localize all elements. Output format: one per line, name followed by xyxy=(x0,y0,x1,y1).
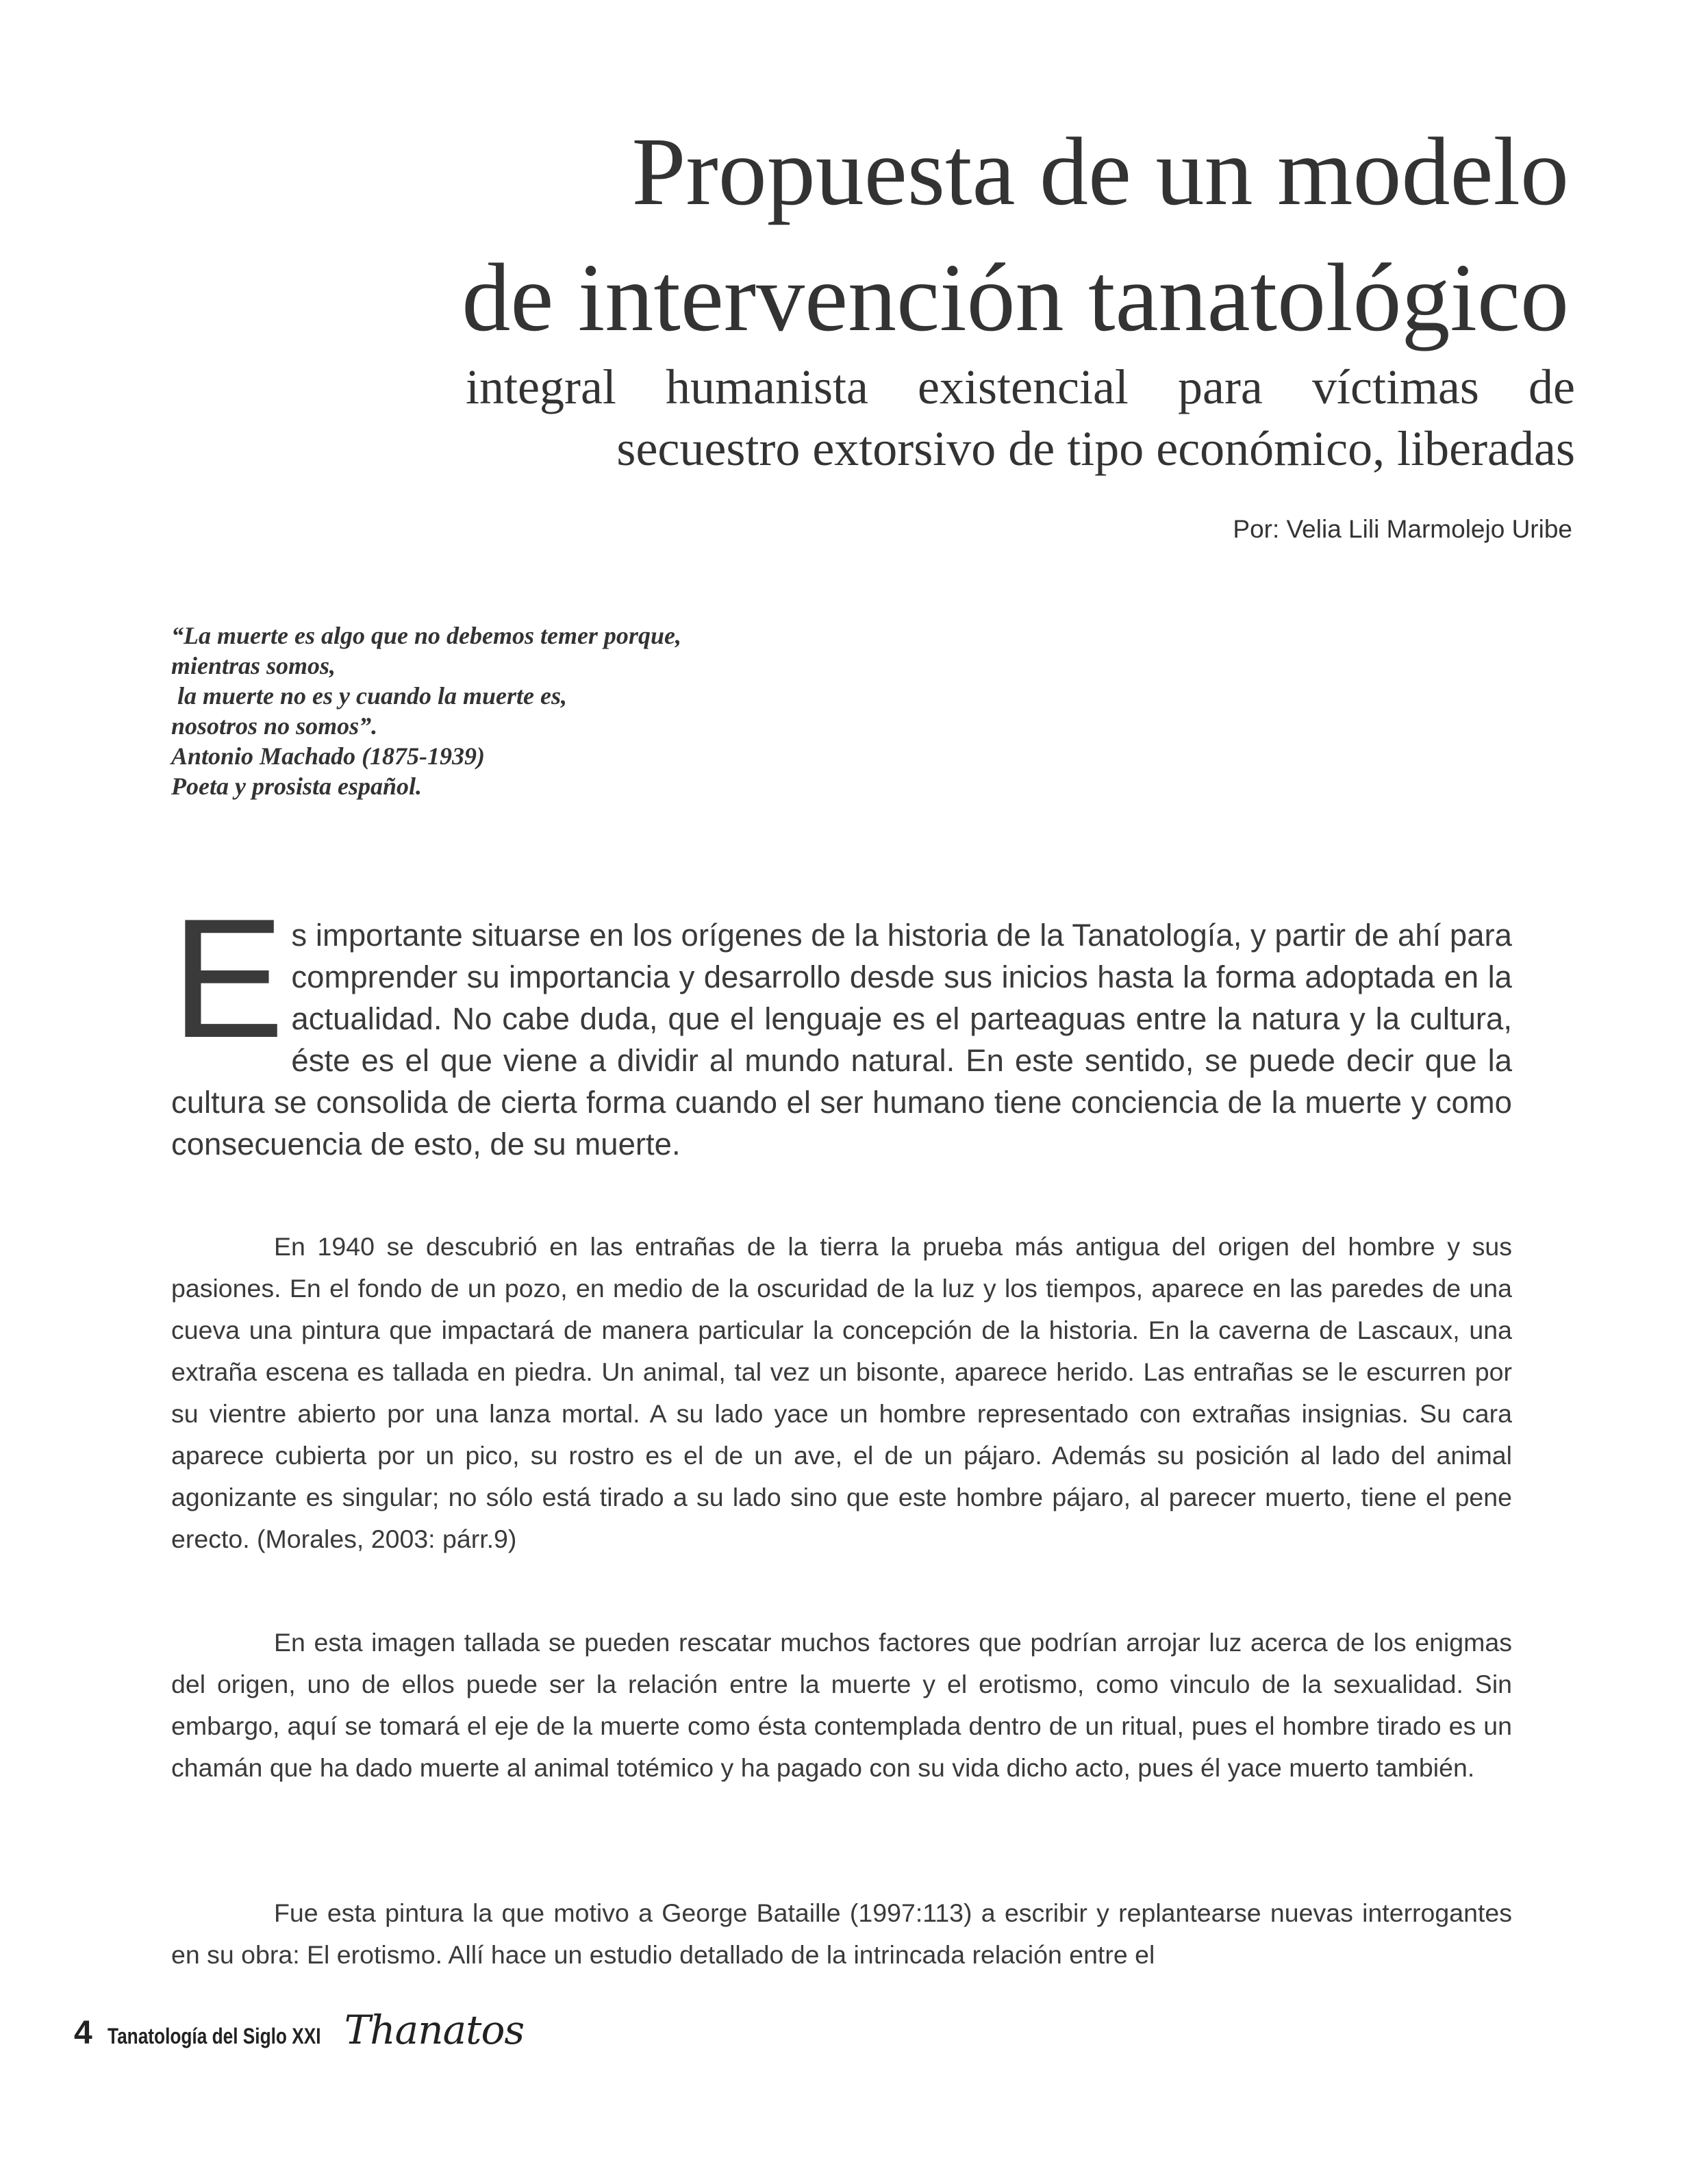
body-paragraph-3: Fue esta pintura la que motivo a George Bataille (1997:113) a escribir y replantearse nuevas interrogantes en su obra: El erotismo. Allí hace un estudio detallado de la intrincada relación entre el xyxy=(171,1898,1512,1969)
article-title-line-2: de intervención tanatológico xyxy=(462,243,1569,351)
magazine-name: Tanatología del Siglo XXI xyxy=(107,2024,321,2048)
drop-cap: E xyxy=(171,883,285,1073)
body-paragraph-1: En 1940 se descubrió en las entrañas de la tierra la prueba más antigua del origen del hombre y sus pasiones. En el fondo de un pozo, en medio de la oscuridad de la luz y los tiempos, aparece en las paredes de una cueva una pintura que impactará de manera particular la concepción de la historia. En la caverna de Lascaux, una extraña escena es tallada en piedra. Un animal, tal vez un bisonte, aparece herido. Las entrañas se le escurren por su vientre abierto por una lanza mortal. A su lado yace un hombre representado con extrañas insignias. Su cara aparece cubierta por un pico, su rostro es el de un ave, el de un pájaro. Además su posición al lado del animal agonizante es singular; no sólo está tirado a su lado sino que este hombre pájaro, al parecer muerto, tiene el pene erecto. (Morales, 2003: párr.9) xyxy=(171,1232,1512,1553)
article-title-line-1: Propuesta de un modelo xyxy=(631,117,1569,225)
page-number: 4 xyxy=(74,2015,92,2051)
author-byline: Por: Velia Lili Marmolejo Uribe xyxy=(1233,515,1572,543)
article-subtitle: integral humanista existencial para víctimas de secuestro extorsivo de tipo económico, liberadas xyxy=(466,360,1575,476)
epigraph-attribution-role: Poeta y prosista español. xyxy=(171,773,422,800)
epigraph-line: la muerte no es y cuando la muerte es, xyxy=(171,682,567,710)
article-title xyxy=(199,108,1569,360)
lead-paragraph xyxy=(171,883,1512,1165)
epigraph-line: nosotros no somos”. xyxy=(171,712,378,740)
body-paragraph-2: En esta imagen tallada se pueden rescatar muchos factores que podrían arrojar luz acerca de los enigmas del origen, uno de ellos puede ser la relación entre la muerte y el erotismo, como vinculo de la sexualidad. Sin embargo, aquí se tomará el eje de la muerte como ésta contemplada dentro de un ritual, pues el hombre tirado es un chamán que ha dado muerte al animal totémico y ha pagado con su vida dicho acto, pues él yace muerto también. xyxy=(171,1628,1512,1782)
magazine-logo: Thanatos xyxy=(344,2007,525,2053)
page-footer xyxy=(74,2007,524,2055)
epigraph-line: mientras somos, xyxy=(171,652,336,679)
epigraph-quote xyxy=(171,620,681,801)
epigraph-line: “La muerte es algo que no debemos temer porque, xyxy=(171,622,681,649)
epigraph-attribution: Antonio Machado (1875-1939) xyxy=(171,742,486,770)
lead-paragraph-text: s importante situarse en los orígenes de la historia de la Tanatología, y partir de ahí para comprender su importancia y desarrollo desde sus inicios hasta la forma adoptada en la actualidad. No cabe duda, que el lenguaje es el parteaguas entre la natura y la cultura, éste es el que viene a dividir al mundo natural. En este sentido, se puede decir que la cultura se consolida de cierta forma cuando el ser humano tiene conciencia de la muerte y como consecuencia de esto, de su muerte. xyxy=(171,918,1512,1162)
